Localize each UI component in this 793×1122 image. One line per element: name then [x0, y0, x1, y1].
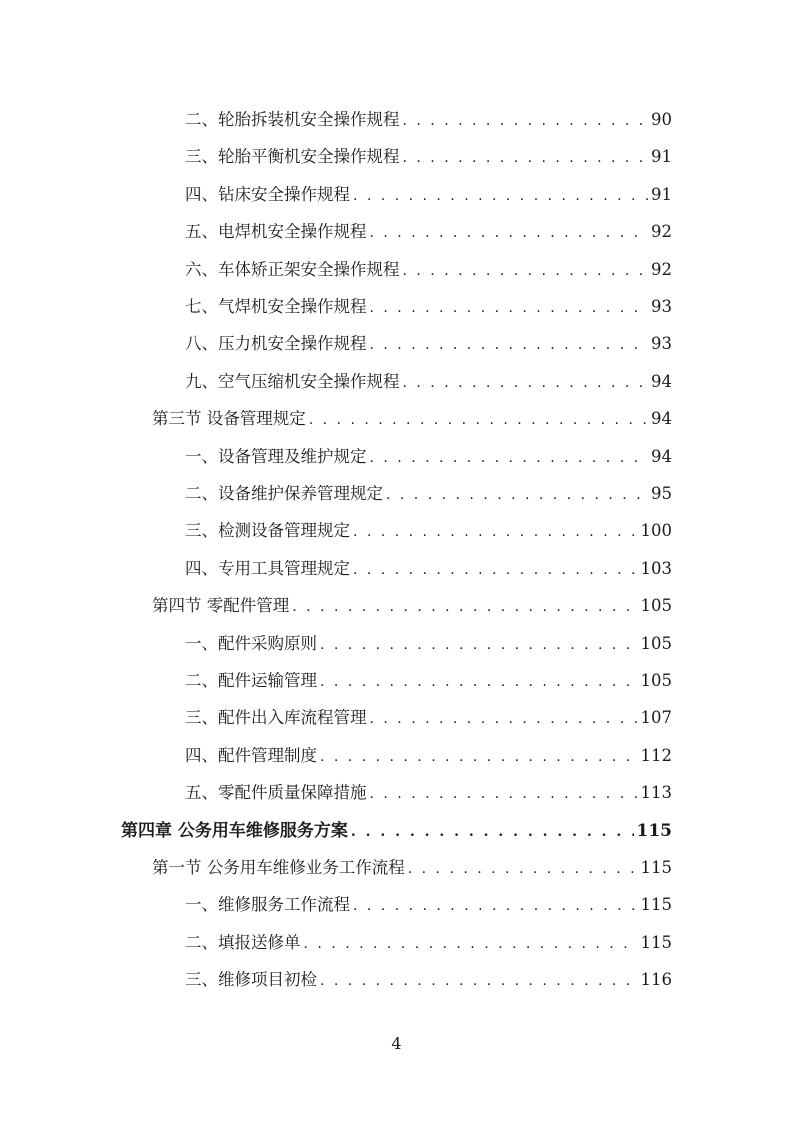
- toc-dot-leader: [370, 296, 649, 320]
- toc-entry-title: 五、零配件质量保障措施: [185, 783, 367, 802]
- toc-entry-page: 105: [640, 596, 672, 615]
- toc-dot-leader: [353, 184, 648, 208]
- toc-entry-page: 94: [651, 372, 672, 391]
- toc-entry-title: 第四章 公务用车维修服务方案: [121, 821, 348, 841]
- toc-entry-item: [185, 220, 672, 244]
- toc-entry-title: 一、维修服务工作流程: [185, 895, 350, 914]
- toc-entry-title: 二、配件运输管理: [185, 671, 317, 690]
- toc-entry-item: [185, 632, 672, 656]
- toc-entry-item: [185, 781, 672, 805]
- toc-dot-leader: [351, 820, 634, 844]
- toc-entry-page: 113: [640, 783, 672, 802]
- toc-entry-page: 105: [640, 634, 672, 653]
- toc-dot-leader: [403, 259, 649, 283]
- toc-entry-title: 三、配件出入库流程管理: [185, 708, 367, 727]
- page-number: 4: [391, 1034, 402, 1053]
- toc-entry-title: 一、设备管理及维护规定: [185, 447, 367, 466]
- toc-entry-page: 94: [651, 447, 672, 466]
- toc-dot-leader: [353, 520, 638, 544]
- toc-entry-item: [185, 332, 672, 356]
- toc-entry-item: [185, 445, 672, 469]
- toc-entry-title: 四、专用工具管理规定: [185, 559, 350, 578]
- toc-entry-title: 三、维修项目初检: [185, 970, 317, 989]
- toc-entry-title: 三、轮胎平衡机安全操作规程: [185, 147, 400, 166]
- toc-entry-title: 第一节 公务用车维修业务工作流程: [152, 858, 405, 877]
- toc-entry-item: [185, 482, 672, 506]
- toc-dot-leader: [403, 146, 649, 170]
- toc-entry-page: 95: [651, 484, 672, 503]
- toc-entry-title: 二、填报送修单: [185, 933, 301, 952]
- toc-entry-title: 一、配件采购原则: [185, 634, 317, 653]
- toc-dot-leader: [408, 857, 638, 881]
- toc-entry-title: 七、气焊机安全操作规程: [185, 297, 367, 316]
- toc-dot-leader: [304, 932, 638, 956]
- toc-entry-page: 91: [651, 147, 672, 166]
- toc-entry-chapter: [121, 819, 672, 843]
- toc-entry-title: 四、配件管理制度: [185, 746, 317, 765]
- toc-entry-title: 第四节 零配件管理: [152, 596, 290, 615]
- toc-entry-title: 四、钻床安全操作规程: [185, 185, 350, 204]
- toc-entry-title: 第三节 设备管理规定: [152, 409, 306, 428]
- toc-entry-page: 92: [651, 222, 672, 241]
- toc-entry-title: 六、车体矫正架安全操作规程: [185, 260, 400, 279]
- toc-entry-page: 112: [640, 746, 672, 765]
- toc-entry-item: [185, 108, 672, 132]
- toc-entry-section: [152, 594, 672, 618]
- toc-entry-item: [185, 931, 672, 955]
- toc-entry-title: 三、检测设备管理规定: [185, 521, 350, 540]
- toc-entry-page: 103: [640, 559, 672, 578]
- toc-entry-title: 二、轮胎拆装机安全操作规程: [185, 110, 400, 129]
- toc-entry-item: [185, 706, 672, 730]
- toc-dot-leader: [370, 707, 638, 731]
- toc-entry-page: 94: [651, 409, 672, 428]
- toc-entry-item: [185, 370, 672, 394]
- toc-entry-page: 91: [651, 185, 672, 204]
- toc-dot-leader: [309, 408, 648, 432]
- toc-dot-leader: [403, 371, 649, 395]
- toc-entry-page: 115: [640, 895, 672, 914]
- toc-entry-item: [185, 744, 672, 768]
- toc-entry-title: 九、空气压缩机安全操作规程: [185, 372, 400, 391]
- toc-dot-leader: [320, 670, 638, 694]
- toc-dot-leader: [403, 109, 649, 133]
- toc-dot-leader: [353, 558, 638, 582]
- toc-entry-item: [185, 183, 672, 207]
- toc-entry-page: 93: [651, 334, 672, 353]
- toc-entry-section: [152, 856, 672, 880]
- toc-entry-page: 115: [640, 933, 672, 952]
- toc-entry-item: [185, 968, 672, 992]
- toc-dot-leader: [370, 782, 638, 806]
- toc-dot-leader: [386, 483, 648, 507]
- toc-entry-page: 107: [640, 708, 672, 727]
- toc-entry-page: 116: [640, 970, 672, 989]
- toc-entry-page: 93: [651, 297, 672, 316]
- toc-entry-item: [185, 557, 672, 581]
- toc-dot-leader: [370, 446, 649, 470]
- toc-entry-item: [185, 258, 672, 282]
- toc-dot-leader: [370, 333, 649, 357]
- toc-entry-title: 二、设备维护保养管理规定: [185, 484, 383, 503]
- toc-dot-leader: [292, 595, 637, 619]
- toc-dot-leader: [320, 633, 638, 657]
- toc-entry-item: [185, 893, 672, 917]
- toc-entry-page: 100: [640, 521, 672, 540]
- toc-entry-page: 115: [636, 821, 672, 841]
- toc-dot-leader: [370, 221, 649, 245]
- toc-dot-leader: [320, 745, 638, 769]
- toc-entry-page: 92: [651, 260, 672, 279]
- toc-dot-leader: [353, 894, 638, 918]
- toc-entry-section: [152, 407, 672, 431]
- toc-entry-title: 五、电焊机安全操作规程: [185, 222, 367, 241]
- toc-entry-page: 105: [640, 671, 672, 690]
- toc-entry-title: 八、压力机安全操作规程: [185, 334, 367, 353]
- toc-entry-item: [185, 295, 672, 319]
- toc-entry-item: [185, 519, 672, 543]
- toc-entry-page: 115: [640, 858, 672, 877]
- toc-entry-item: [185, 669, 672, 693]
- toc-dot-leader: [320, 969, 638, 993]
- toc-entry-item: [185, 145, 672, 169]
- toc-entry-page: 90: [651, 110, 672, 129]
